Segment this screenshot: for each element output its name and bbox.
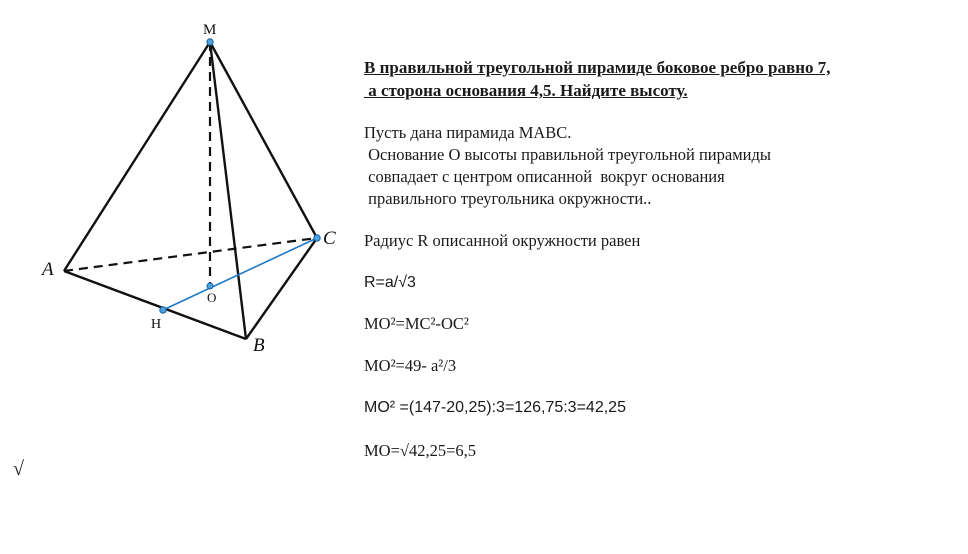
explain-line2: совпадает с центром описанной вокруг основания bbox=[364, 167, 725, 186]
formula-r: R=a/√3 bbox=[364, 274, 416, 291]
point-h bbox=[160, 307, 166, 313]
label-b: B bbox=[253, 335, 265, 356]
point-c bbox=[314, 235, 320, 241]
problem-title-line1: В правильной треугольной пирамиде боковое ребро равно 7, bbox=[364, 58, 831, 77]
formula-mo-result: MO=√42,25=6,5 bbox=[364, 441, 477, 460]
formula-mo-substitute: MO²=49- a²/3 bbox=[364, 356, 457, 375]
label-o: O bbox=[207, 290, 217, 305]
point-o bbox=[207, 283, 213, 289]
formula-mo-squared: MO²=MC²-OC² bbox=[364, 314, 469, 333]
point-m bbox=[207, 39, 213, 45]
problem-title-line2: а сторона основания 4,5. Найдите высоту. bbox=[364, 81, 688, 100]
label-m: M bbox=[203, 22, 217, 38]
intro-text: Пусть дана пирамида MABC. bbox=[364, 123, 572, 142]
edge-mc bbox=[210, 42, 317, 238]
edge-bc bbox=[246, 238, 317, 339]
edge-ma bbox=[64, 42, 210, 271]
formula-mo-calculation: MO² =(147-20,25):3=126,75:3=42,25 bbox=[364, 399, 626, 416]
label-c: C bbox=[323, 228, 336, 249]
label-h: H bbox=[151, 317, 162, 332]
explain-line1: Основание О высоты правильной треугольной пирамиды bbox=[364, 145, 771, 164]
radius-text: Радиус R описанной окружности равен bbox=[364, 231, 641, 250]
label-a: A bbox=[42, 259, 54, 280]
pyramid-diagram bbox=[0, 0, 360, 380]
stray-root-symbol: √ bbox=[13, 458, 24, 480]
edge-ac-hidden bbox=[64, 238, 317, 271]
explain-line3: правильного треугольника окружности.. bbox=[364, 189, 652, 208]
